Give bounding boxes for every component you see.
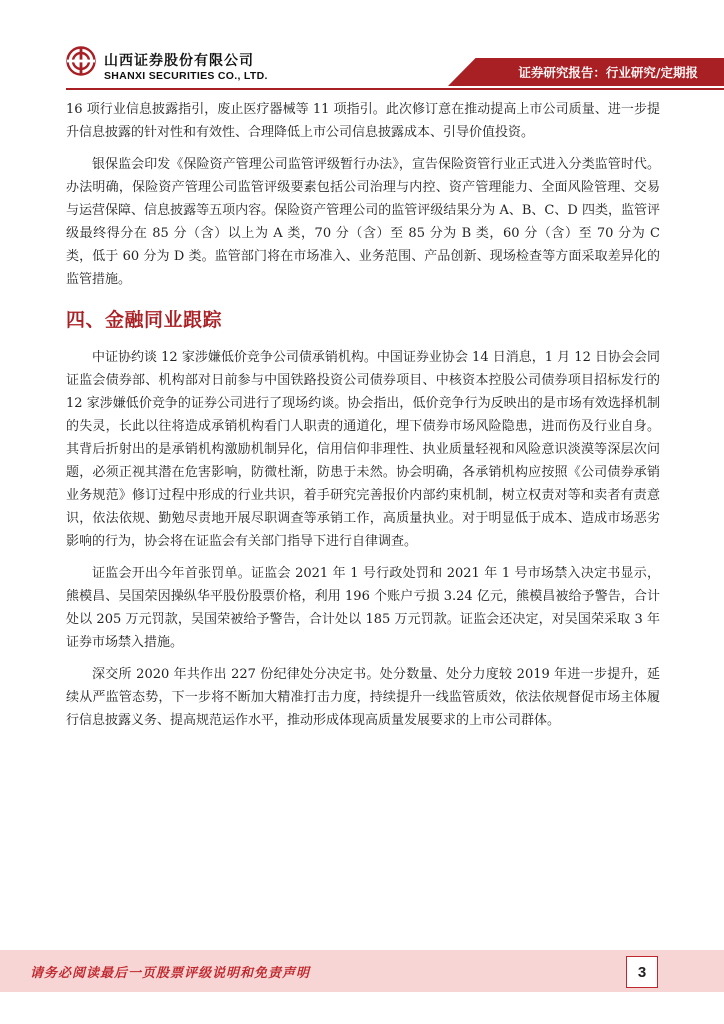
page-number: 3 xyxy=(626,956,658,988)
paragraph-2: 银保监会印发《保险资产管理公司监管评级暂行办法》，宣告保险资管行业正式进入分类监管时代。办法明确，保险资产管理公司监管评级要素包括公司治理与内控、资产管理能力、全面风险管理、交易与运营保障、信息披露等五项内容。保险资产管理公司的监管评级结果分为 A、B、C、D 四类，监管评级最终得分在 85 分（含）以上为 A 类，70 分（含）至 85 分为 B 类，60 分（含）至 70 分为 C 类，低于 60 分为 D 类。监管部门将在市场准入、业务范围、产品创新、现场检查等方面采取差异化的监管措施。 xyxy=(66,157,660,287)
page-content xyxy=(66,98,660,732)
shanxi-securities-logo-icon xyxy=(66,46,96,76)
paragraph-5: 深交所 2020 年共作出 227 份纪律处分决定书。处分数量、处分力度较 2019 年进一步提升，延续从严监管态势，下一步将不断加大精准打击力度，持续提升一线监管质效，依法依规督促市场主体履行信息披露义务、提高规范运作水平，推动形成体现高质量发展要求的上市公司群体。 xyxy=(66,667,660,728)
company-name-cn: 山西证券股份有限公司 xyxy=(104,53,254,69)
page-header xyxy=(0,0,724,96)
paragraph-4: 证监会开出今年首张罚单。证监会 2021 年 1 号行政处罚和 2021 年 1 号市场禁入决定书显示，熊模昌、吴国荣因操纵华平股份股票价格，利用 196 个账户亏损 3.24 亿元，熊模昌被给予警告，合计处以 205 万元罚款，吴国荣被给予警告，合计处以 185 万元罚款。证监会还决定，对吴国荣采取 3 年证券市场禁入措施。 xyxy=(66,566,660,650)
footer-disclaimer: 请务必阅读最后一页股票评级说明和免责声明 xyxy=(30,966,311,981)
section-heading: 四、金融同业跟踪 xyxy=(66,309,223,331)
paragraph-1: 16 项行业信息披露指引，废止医疗器械等 11 项指引。此次修订意在推动提高上市公司质量、进一步提升信息披露的针对性和有效性、合理降低上市公司信息披露成本、引导价值投资。 xyxy=(66,102,660,140)
paragraph-3: 中证协约谈 12 家涉嫌低价竞争公司债承销机构。中国证券业协会 14 日消息，1 月 12 日协会会同证监会债券部、机构部对日前参与中国铁路投资公司债券项目、中核资本控股公司债券项目招标发行的 12 家涉嫌低价竞争的证券公司进行了现场约谈。协会指出，低价竞争行为反映出的是市场有效选择机制的失灵，长此以往将造成承销机构看门人职责的通道化，埋下债券市场风险隐患，进而伤及行业自身。其背后折射出的是承销机构激励机制异化，信用信仰非理性、执业质量轻视和风险意识淡漠等深层次问题，必须正视其潜在危害影响，防微杜渐，防患于未然。协会明确，各承销机构应按照《公司债券承销业务规范》修订过程中形成的行业共识，着手研究完善报价内部约束机制，树立权责对等和卖者有责意识，依法依规、勤勉尽责地开展尽职调查等承销工作，高质量执业。对于明显低于成本、造成市场恶劣影响的行为，协会将在证监会有关部门指导下进行自律调查。 xyxy=(66,350,660,549)
report-type-label: 证券研究报告：行业研究/定期报 xyxy=(518,65,698,80)
company-name-en: SHANXI SECURITIES CO., LTD. xyxy=(104,70,268,82)
header-divider xyxy=(66,88,724,90)
